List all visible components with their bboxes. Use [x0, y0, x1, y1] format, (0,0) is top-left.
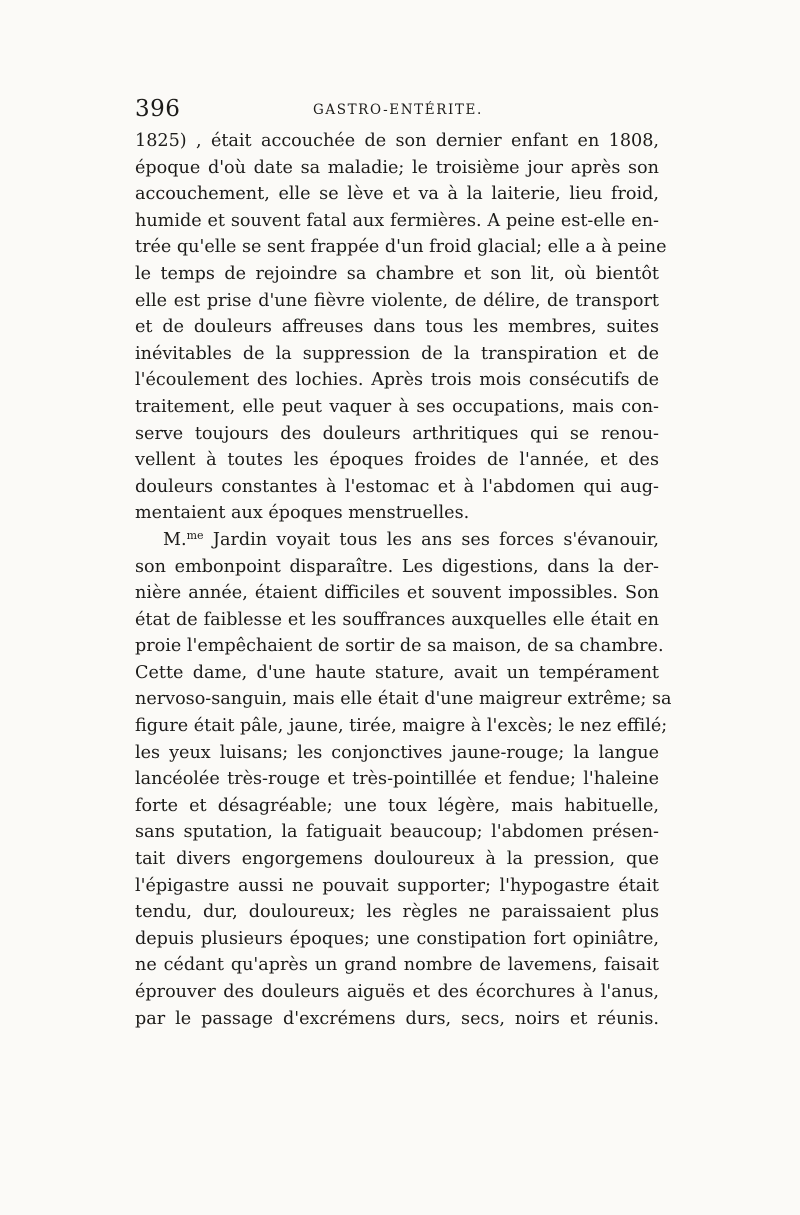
text-line: forte et désagréable; une toux légère, mais habituelle,	[135, 795, 659, 816]
text-line: nière année, étaient difficiles et souvent impossibles. Son	[135, 583, 659, 604]
text-line: l'écoulement des lochies. Après trois mois consécutifs de	[135, 370, 659, 391]
text-line: les yeux luisans; les conjonctives jaune-rouge; la langue	[135, 742, 659, 763]
text-line: proie l'empêchaient de sortir de sa maison, de sa chambre.	[135, 636, 664, 657]
paragraph-start-text: Jardin voyait tous les ans ses forces s'évanouir,	[203, 529, 659, 550]
text-line: l'épigastre aussi ne pouvait supporter; l'hypogastre était	[135, 875, 659, 896]
text-line: sans sputation, la fatiguait beaucoup; l'abdomen présen-	[135, 822, 659, 843]
page-header	[135, 96, 665, 126]
paragraph-start-line	[135, 527, 659, 554]
text-line: éprouver des douleurs aiguës et des écorchures à l'anus,	[135, 982, 659, 1002]
text-line: par le passage d'excrémens durs, secs, noirs et réunis.	[135, 1008, 659, 1029]
text-line: nervoso-sanguin, mais elle était d'une maigreur extrême; sa	[135, 689, 672, 710]
text-line: tait divers engorgemens douloureux à la pression, que	[135, 849, 659, 870]
abbreviation: M.	[163, 529, 187, 550]
text-line: et de douleurs affreuses dans tous les membres, suites	[135, 317, 659, 338]
text-line: mentaient aux époques menstruelles.	[135, 503, 470, 524]
text-line: depuis plusieurs époques; une constipation fort opiniâtre,	[135, 928, 659, 949]
text-line: inévitables de la suppression de la transpiration et de	[135, 343, 659, 364]
text-line: lancéolée très-rouge et très-pointillée et fendue; l'haleine	[135, 769, 659, 790]
text-line: époque d'où date sa maladie; le troisième jour après son	[135, 157, 659, 178]
text-line: serve toujours des douleurs arthritiques qui se renou-	[135, 423, 659, 444]
text-line: figure était pâle, jaune, tirée, maigre à l'excès; le nez effilé;	[135, 716, 668, 737]
text-line: Cette dame, d'une haute stature, avait un tempérament	[135, 662, 659, 683]
text-line: le temps de rejoindre sa chambre et son lit, où bientôt	[135, 263, 659, 284]
text-line: accouchement, elle se lève et va à la laiterie, lieu froid,	[135, 184, 659, 205]
text-line: état de faiblesse et les souffrances auxquelles elle était en	[135, 609, 659, 630]
text-line: ne cédant qu'après un grand nombre de lavemens, faisait	[135, 955, 659, 976]
superscript: me	[186, 528, 204, 542]
text-line: douleurs constantes à l'estomac et à l'abdomen qui aug-	[135, 476, 659, 497]
text-line: humide et souvent fatal aux fermières. A peine est-elle en-	[135, 210, 659, 231]
running-head: GASTRO-ENTÉRITE.	[313, 102, 483, 118]
text-line: son embonpoint disparaître. Les digestions, dans la der-	[135, 556, 659, 577]
text-line: trée qu'elle se sent frappée d'un froid glacial; elle a à peine	[135, 237, 667, 258]
page-number: 396	[135, 96, 181, 122]
text-line: vellent à toutes les époques froides de l'année, et des	[135, 450, 659, 471]
text-line: elle est prise d'une fièvre violente, de délire, de transport	[135, 290, 659, 311]
text-line: 1825) , était accouchée de son dernier enfant en 1808,	[135, 131, 659, 151]
text-line: traitement, elle peut vaquer à ses occupations, mais con-	[135, 396, 659, 417]
text-line: tendu, dur, douloureux; les règles ne paraissaient plus	[135, 902, 659, 923]
body-text	[135, 128, 672, 1032]
